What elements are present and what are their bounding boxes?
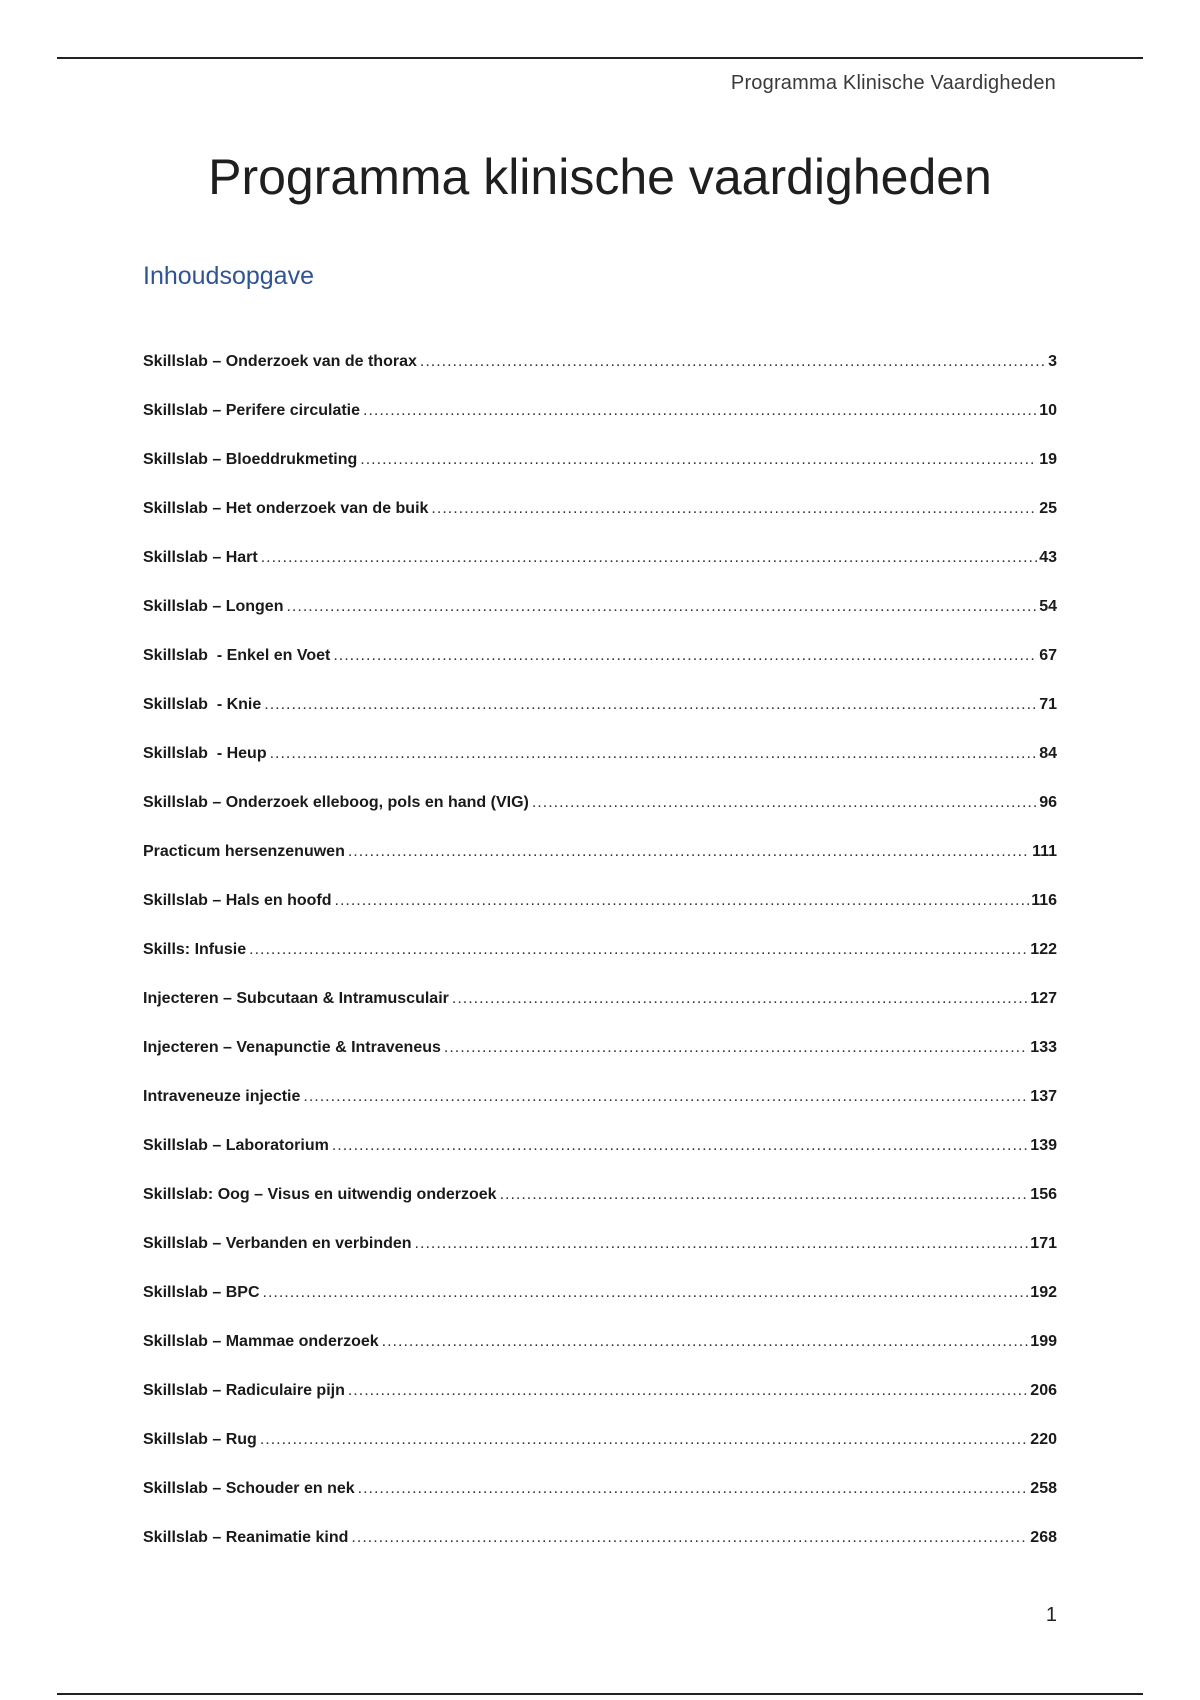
toc-entry-label: Skillslab – Onderzoek van de thorax: [143, 353, 417, 370]
toc-entry-page: 220: [1030, 1431, 1057, 1448]
toc-entry[interactable]: [143, 959, 1057, 1008]
toc-dot-leader: [333, 647, 1037, 665]
toc-entry[interactable]: [143, 1302, 1057, 1351]
toc-dot-leader: [351, 1529, 1028, 1547]
toc-dot-leader: [532, 794, 1037, 812]
toc-dot-leader: [261, 549, 1037, 567]
table-of-contents: [143, 322, 1057, 1547]
toc-dot-leader: [500, 1186, 1029, 1204]
toc-entry-label: Skillslab – Perifere circulatie: [143, 402, 361, 419]
toc-entry-page: 71: [1039, 696, 1057, 713]
toc-entry-label: Injecteren – Subcutaan & Intramusculair: [143, 990, 449, 1007]
toc-entry[interactable]: [143, 322, 1057, 371]
toc-entry[interactable]: [143, 567, 1057, 616]
toc-dot-leader: [348, 1382, 1028, 1400]
toc-entry-label: Skillslab - Enkel en Voet: [143, 647, 331, 664]
toc-entry[interactable]: [143, 1498, 1057, 1547]
header-rule: [57, 57, 1143, 59]
toc-entry-label: Skillslab – Hals en hoofd: [143, 892, 332, 909]
toc-entry[interactable]: [143, 1449, 1057, 1498]
toc-entry-label: Skillslab – Mammae onderzoek: [143, 1333, 379, 1350]
toc-dot-leader: [335, 892, 1030, 910]
toc-entry[interactable]: [143, 1008, 1057, 1057]
toc-entry[interactable]: [143, 1351, 1057, 1400]
toc-entry-page: 43: [1039, 549, 1057, 566]
toc-entry[interactable]: [143, 1400, 1057, 1449]
toc-entry-page: 258: [1030, 1480, 1057, 1497]
toc-entry-page: 156: [1030, 1186, 1057, 1203]
running-header: Programma Klinische Vaardigheden: [730, 72, 1056, 94]
toc-dot-leader: [264, 696, 1037, 714]
toc-entry-label: Skillslab – Radiculaire pijn: [143, 1382, 345, 1399]
toc-entry[interactable]: [143, 1204, 1057, 1253]
toc-dot-leader: [260, 1431, 1028, 1449]
toc-entry-label: Skillslab – Longen: [143, 598, 284, 615]
toc-entry-label: Skillslab – Schouder en nek: [143, 1480, 355, 1497]
toc-dot-leader: [420, 353, 1046, 371]
toc-entry-page: 133: [1030, 1039, 1057, 1056]
toc-entry-page: 84: [1039, 745, 1057, 762]
toc-entry[interactable]: [143, 861, 1057, 910]
toc-entry-page: 116: [1031, 892, 1057, 909]
toc-entry-page: 127: [1030, 990, 1057, 1007]
toc-dot-leader: [431, 500, 1037, 518]
toc-entry-label: Skillslab - Knie: [143, 696, 262, 713]
toc-entry[interactable]: [143, 518, 1057, 567]
toc-entry-label: Skillslab – BPC: [143, 1284, 260, 1301]
toc-entry-page: 192: [1030, 1284, 1057, 1301]
toc-entry-page: 139: [1030, 1137, 1057, 1154]
toc-entry[interactable]: [143, 1057, 1057, 1106]
toc-entry[interactable]: [143, 1253, 1057, 1302]
toc-entry[interactable]: [143, 910, 1057, 959]
toc-entry-page: 67: [1039, 647, 1057, 664]
toc-entry-label: Skillslab – Onderzoek elleboog, pols en hand (VIG): [143, 794, 529, 811]
toc-entry[interactable]: [143, 812, 1057, 861]
toc-dot-leader: [286, 598, 1037, 616]
document-title: Programma klinische vaardigheden: [208, 149, 992, 205]
toc-entry[interactable]: [143, 1106, 1057, 1155]
toc-entry[interactable]: [143, 371, 1057, 420]
toc-entry-label: Skillslab – Het onderzoek van de buik: [143, 500, 429, 517]
toc-entry-label: Skills: Infusie: [143, 941, 247, 958]
toc-dot-leader: [358, 1480, 1029, 1498]
toc-entry-page: 19: [1039, 451, 1057, 468]
toc-entry-page: 111: [1032, 843, 1057, 860]
toc-entry[interactable]: [143, 665, 1057, 714]
toc-dot-leader: [263, 1284, 1029, 1302]
toc-entry-page: 206: [1030, 1382, 1057, 1399]
toc-entry-label: Practicum hersenzenuwen: [143, 843, 345, 860]
toc-entry-label: Skillslab – Rug: [143, 1431, 257, 1448]
toc-dot-leader: [415, 1235, 1029, 1253]
toc-entry-label: Skillslab – Laboratorium: [143, 1137, 329, 1154]
toc-entry-label: Skillslab - Heup: [143, 745, 267, 762]
toc-dot-leader: [270, 745, 1038, 763]
toc-entry-label: Intraveneuze injectie: [143, 1088, 301, 1105]
toc-entry-label: Skillslab: Oog – Visus en uitwendig onderzoek: [143, 1186, 497, 1203]
toc-entry-label: Injecteren – Venapunctie & Intraveneus: [143, 1039, 441, 1056]
toc-entry[interactable]: [143, 616, 1057, 665]
toc-dot-leader: [363, 402, 1037, 420]
toc-entry[interactable]: [143, 1155, 1057, 1204]
toc-dot-leader: [444, 1039, 1028, 1057]
toc-entry-page: 10: [1039, 402, 1057, 419]
page-number: 1: [1045, 1604, 1057, 1626]
toc-entry[interactable]: [143, 763, 1057, 812]
toc-entry-label: Skillslab – Hart: [143, 549, 258, 566]
toc-dot-leader: [249, 941, 1028, 959]
toc-entry-page: 199: [1030, 1333, 1057, 1350]
toc-entry[interactable]: [143, 469, 1057, 518]
toc-entry[interactable]: [143, 420, 1057, 469]
toc-dot-leader: [332, 1137, 1028, 1155]
toc-entry-page: 122: [1030, 941, 1057, 958]
toc-entry-label: Skillslab – Bloeddrukmeting: [143, 451, 358, 468]
toc-entry-page: 268: [1030, 1529, 1057, 1546]
toc-entry-page: 171: [1030, 1235, 1057, 1252]
toc-entry[interactable]: [143, 714, 1057, 763]
toc-dot-leader: [303, 1088, 1028, 1106]
toc-entry-label: Skillslab – Reanimatie kind: [143, 1529, 349, 1546]
footer-rule: [57, 1693, 1143, 1695]
toc-entry-page: 54: [1039, 598, 1057, 615]
toc-entry-page: 3: [1048, 353, 1057, 370]
toc-dot-leader: [382, 1333, 1029, 1351]
toc-entry-page: 96: [1039, 794, 1057, 811]
toc-entry-label: Skillslab – Verbanden en verbinden: [143, 1235, 412, 1252]
toc-dot-leader: [348, 843, 1030, 861]
toc-dot-leader: [452, 990, 1028, 1008]
toc-entry-page: 137: [1030, 1088, 1057, 1105]
toc-dot-leader: [360, 451, 1037, 469]
toc-entry-page: 25: [1039, 500, 1057, 517]
toc-heading: Inhoudsopgave: [143, 262, 314, 290]
